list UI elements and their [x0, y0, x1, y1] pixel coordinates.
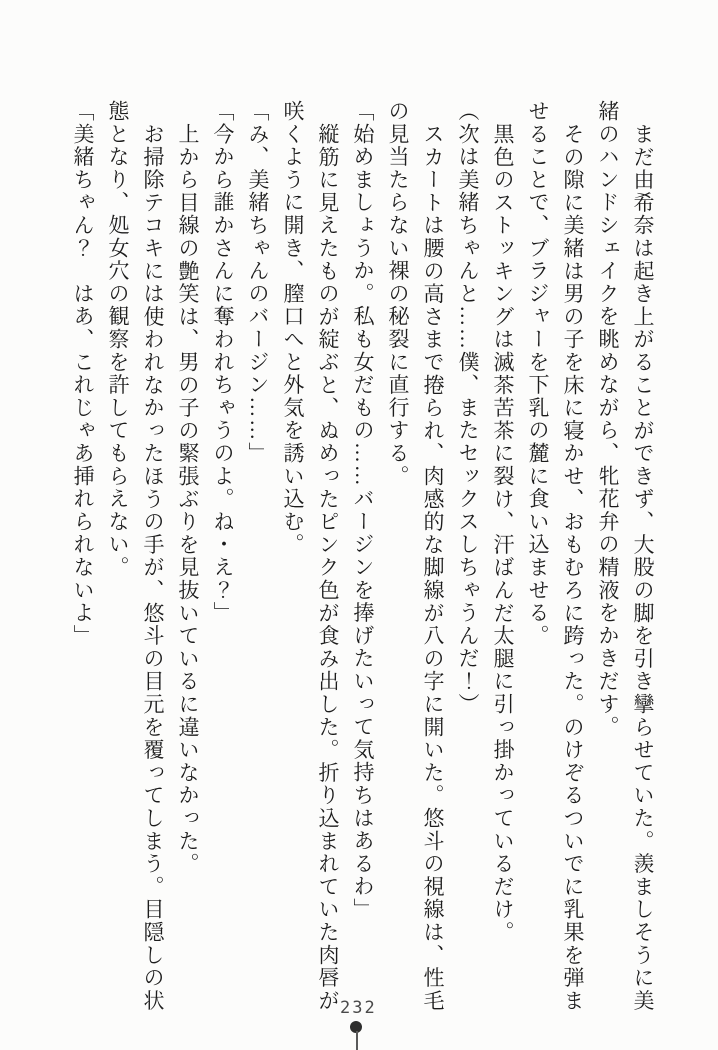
text-line: 黒色のストッキングは滅茶苦茶に裂け、汗ばんだ太腿に引っ掛かっているだけ。	[491, 123, 515, 944]
text-line: 縦筋に見えたものが綻ぶと、ぬめったピンク色が食み出した。折り込まれていた肉唇が	[316, 123, 340, 1013]
text-line: 「今から誰かさんに奪われちゃうのよ。ね・え？」	[211, 100, 235, 625]
page-text	[65, 100, 660, 1016]
text-line: まだ由希奈は起き上がることができず、大股の脚を引き攣らせていた。羨ましそうに美	[631, 123, 655, 1013]
text-line: せることで、ブラジャーを下乳の麓に食い込ませる。	[526, 100, 550, 648]
text-line: 「美緒ちゃん？ はあ、これじゃあ挿れられないよ」	[71, 100, 95, 648]
page-marker-stem	[356, 1031, 358, 1050]
text-line: の見当たらない裸の秘裂に直行する。	[386, 100, 410, 488]
text-line: 緒のハンドシェイクを眺めながら、牝花弁の精液をかきだす。	[596, 100, 620, 739]
text-line: （次は美緒ちゃんと……僕、またセックスしちゃうんだ！）	[456, 100, 480, 716]
text-line: 咲くように開き、膣口へと外気を誘い込む。	[281, 100, 305, 556]
page-number: 232	[340, 998, 377, 1018]
text-line: スカートは腰の高さまで捲られ、肉感的な脚線が八の字に開いた。悠斗の視線は、性毛	[421, 123, 445, 1013]
text-line: お掃除テコキには使われなかったほうの手が、悠斗の目元を覆ってしまう。目隠しの状	[141, 123, 165, 1013]
text-line: 上から目線の艶笑は、男の子の緊張ぶりを見抜いているに違いなかった。	[176, 123, 200, 876]
text-line: 「み、美緒ちゃんのバージン……」	[246, 100, 270, 465]
text-line: その隙に美緒は男の子を床に寝かせ、おもむろに跨った。のけぞるついでに乳果を弾ま	[561, 123, 585, 1013]
text-line: 態となり、処女穴の観察を許してもらえない。	[106, 100, 130, 579]
text-line: 「始めましょうか。私も女だもの……バージンを捧げたいって気持ちはあるわ」	[351, 100, 375, 921]
